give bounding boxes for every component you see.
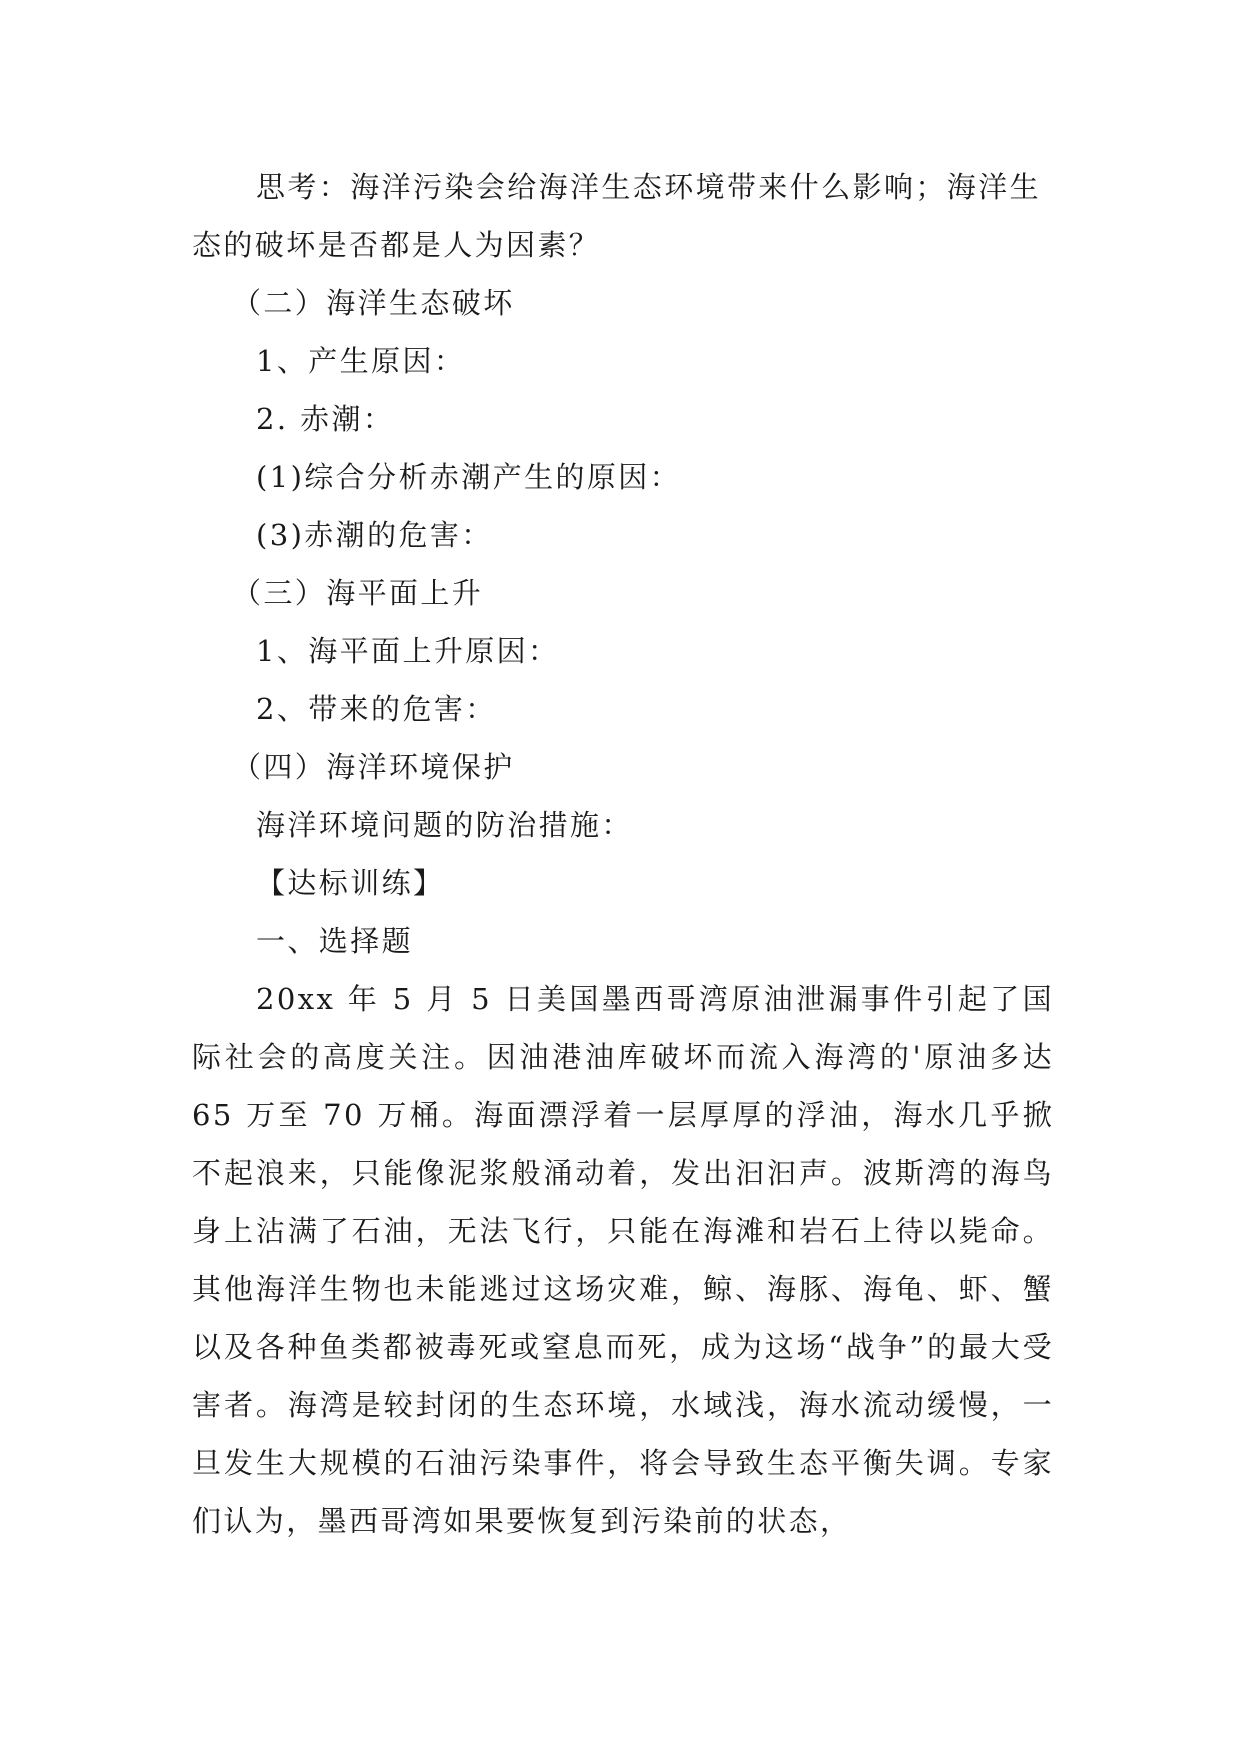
item-prevention-measures: 海洋环境问题的防治措施：	[256, 808, 633, 842]
reading-passage: 20xx 年 5 月 5 日美国墨西哥湾原油泄漏事件引起了国际社会的高度关注。因油港油库破坏而流入海湾的'原油多达 65 万至 70 万桶。海面漂浮着一层厚厚的浮油，海水几乎掀不起浪来，只能像泥浆般涌动着，发出汩汩声。波斯湾的海鸟身上沾满了石油，无法飞行，只能在海滩和岩石上待以毙命。其他海洋生物也未能逃过这场灾难，鲸、海豚、海龟、虾、蟹以及各种鱼类都被毒死或窒息而死，成为这场“战争”的最大受害者。海湾是较封闭的生态环境，水域浅，海水流动缓慢，一旦发生大规模的石油污染事件，将会导致生态平衡失调。专家们认为，墨西哥湾如果要恢复到污染前的状态，	[192, 982, 1054, 1538]
think-question-paragraph: 思考：海洋污染会给海洋生态环境带来什么影响；海洋生态的破坏是否都是人为因素？	[192, 170, 1042, 262]
item-red-tide: 2. 赤潮：	[256, 402, 395, 436]
section-heading-protection: （四）海洋环境保护	[232, 750, 515, 784]
section-heading-ecology-damage: （二）海洋生态破坏	[232, 286, 515, 320]
item-red-tide-causes: (1)综合分析赤潮产生的原因：	[256, 460, 682, 494]
section-heading-multiple-choice: 一、选择题	[256, 924, 414, 958]
document-body	[192, 158, 1054, 1550]
section-heading-sea-level: （三）海平面上升	[232, 576, 484, 610]
item-sea-level-harm: 2、带来的危害：	[256, 692, 497, 726]
item-sea-level-causes: 1、海平面上升原因：	[256, 634, 560, 668]
item-causes: 1、产生原因：	[256, 344, 466, 378]
section-heading-training: 【达标训练】	[256, 866, 445, 900]
item-red-tide-harm: (3)赤潮的危害：	[256, 518, 493, 552]
